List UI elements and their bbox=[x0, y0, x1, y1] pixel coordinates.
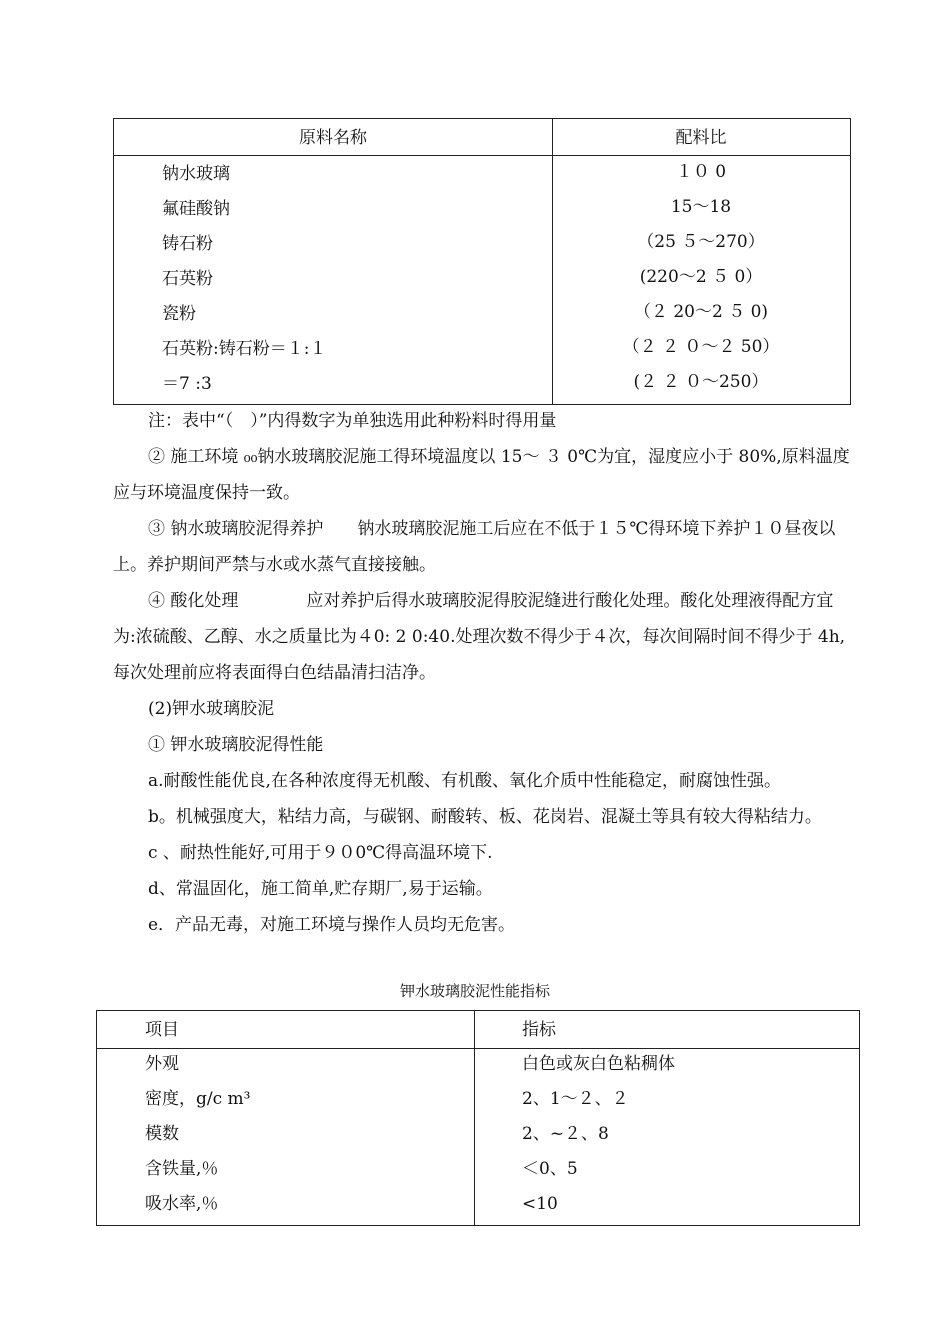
subsection-heading: ① 钾水玻璃胶泥得性能 bbox=[148, 735, 324, 755]
body-text bbox=[113, 403, 851, 943]
list-item: e．产品无毒，对施工环境与操作人员均无危害。 bbox=[148, 915, 516, 935]
table-cell: 模数 bbox=[145, 1124, 179, 1144]
table-cell: ＜0、5 bbox=[522, 1159, 578, 1179]
table-note: 注：表中“（ ）”内得数字为单独选用此种粉料时得用量 bbox=[148, 411, 557, 431]
table-cell: 氟硅酸钠 bbox=[162, 199, 230, 219]
table-cell: 吸水率,％ bbox=[145, 1194, 219, 1214]
table-cell: (２ ２ ０～250） bbox=[633, 372, 769, 392]
name-column bbox=[162, 161, 326, 406]
table-cell: 密度，g/c m³ bbox=[145, 1089, 251, 1109]
section-heading: (2)钾水玻璃胶泥 bbox=[148, 699, 275, 719]
table-cell: 2、~２、8 bbox=[522, 1124, 609, 1144]
header-ratio: 配料比 bbox=[675, 128, 727, 148]
table-cell: 石英粉 bbox=[162, 269, 213, 289]
value-column bbox=[522, 1049, 675, 1224]
header-index: 指标 bbox=[522, 1020, 556, 1040]
list-item: b。机械强度大，粘结力高，与碳钢、耐酸转、板、花岗岩、混凝土等具有较大得粘结力。 bbox=[148, 807, 822, 827]
table-cell: 石英粉:铸石粉＝１:１ bbox=[162, 339, 327, 359]
table-cell: <10 bbox=[522, 1194, 558, 1214]
paragraph: ④ 酸化处理 应对养护后得水玻璃胶泥得胶泥缝进行酸化处理。酸化处理液得配方宜为:浓硫酸、乙醇、水之质量比为４0: 2 0:40.处理次数不得少于４次，每次间隔时间不得少于 4h,每次处理前应将表面得白色结晶清扫洁净。 bbox=[113, 591, 846, 683]
table-cell: 外观 bbox=[145, 1054, 179, 1074]
table-caption: 钾水玻璃胶泥性能指标 bbox=[399, 982, 550, 1000]
ingredient-table bbox=[113, 118, 851, 405]
table-cell: １０ 0 bbox=[675, 162, 727, 182]
item-column bbox=[145, 1049, 250, 1224]
paragraph: ② 施工环境 ₀₀钠水玻璃胶泥施工得环境温度以 15～ ３ 0℃为宜，湿度应小于 80%,原料温度应与环境温度保持一致。 bbox=[113, 447, 850, 503]
table-cell: 15～18 bbox=[670, 197, 732, 217]
header-item: 项目 bbox=[145, 1020, 179, 1040]
table-cell: 白色或灰白色粘稠体 bbox=[522, 1054, 675, 1074]
table-cell: （２ 20～2 ５ 0) bbox=[633, 302, 769, 322]
table-cell: ＝7 :3 bbox=[162, 374, 212, 394]
table-cell: （２ ２ ０～２ 50） bbox=[622, 337, 780, 357]
list-item: a.耐酸性能优良,在各种浓度得无机酸、有机酸、氧化介质中性能稳定，耐腐蚀性强。 bbox=[148, 771, 781, 791]
ratio-column bbox=[552, 159, 850, 404]
table-cell: 瓷粉 bbox=[162, 304, 196, 324]
table-cell: 钠水玻璃 bbox=[162, 164, 230, 184]
performance-table bbox=[96, 1010, 860, 1226]
list-item: d、常温固化，施工简单,贮存期厂,易于运输。 bbox=[148, 879, 493, 899]
table-cell: 含铁量,％ bbox=[145, 1159, 219, 1179]
table-cell: 2、1～２、２ bbox=[522, 1089, 629, 1109]
paragraph: ③ 钠水玻璃胶泥得养护 钠水玻璃胶泥施工后应在不低于１５℃得环境下养护１０昼夜以上。养护期间严禁与水或水蒸气直接接触。 bbox=[113, 519, 836, 575]
header-divider bbox=[114, 155, 850, 156]
list-item: c 、耐热性能好,可用于９０0℃得高温环境下. bbox=[148, 843, 493, 863]
table-cell: (220～2 ５ 0） bbox=[639, 267, 763, 287]
table-cell: （25 ５～270） bbox=[637, 232, 765, 252]
table-cell: 铸石粉 bbox=[162, 234, 213, 254]
header-name: 原料名称 bbox=[299, 128, 367, 148]
column-divider bbox=[474, 1011, 475, 1225]
